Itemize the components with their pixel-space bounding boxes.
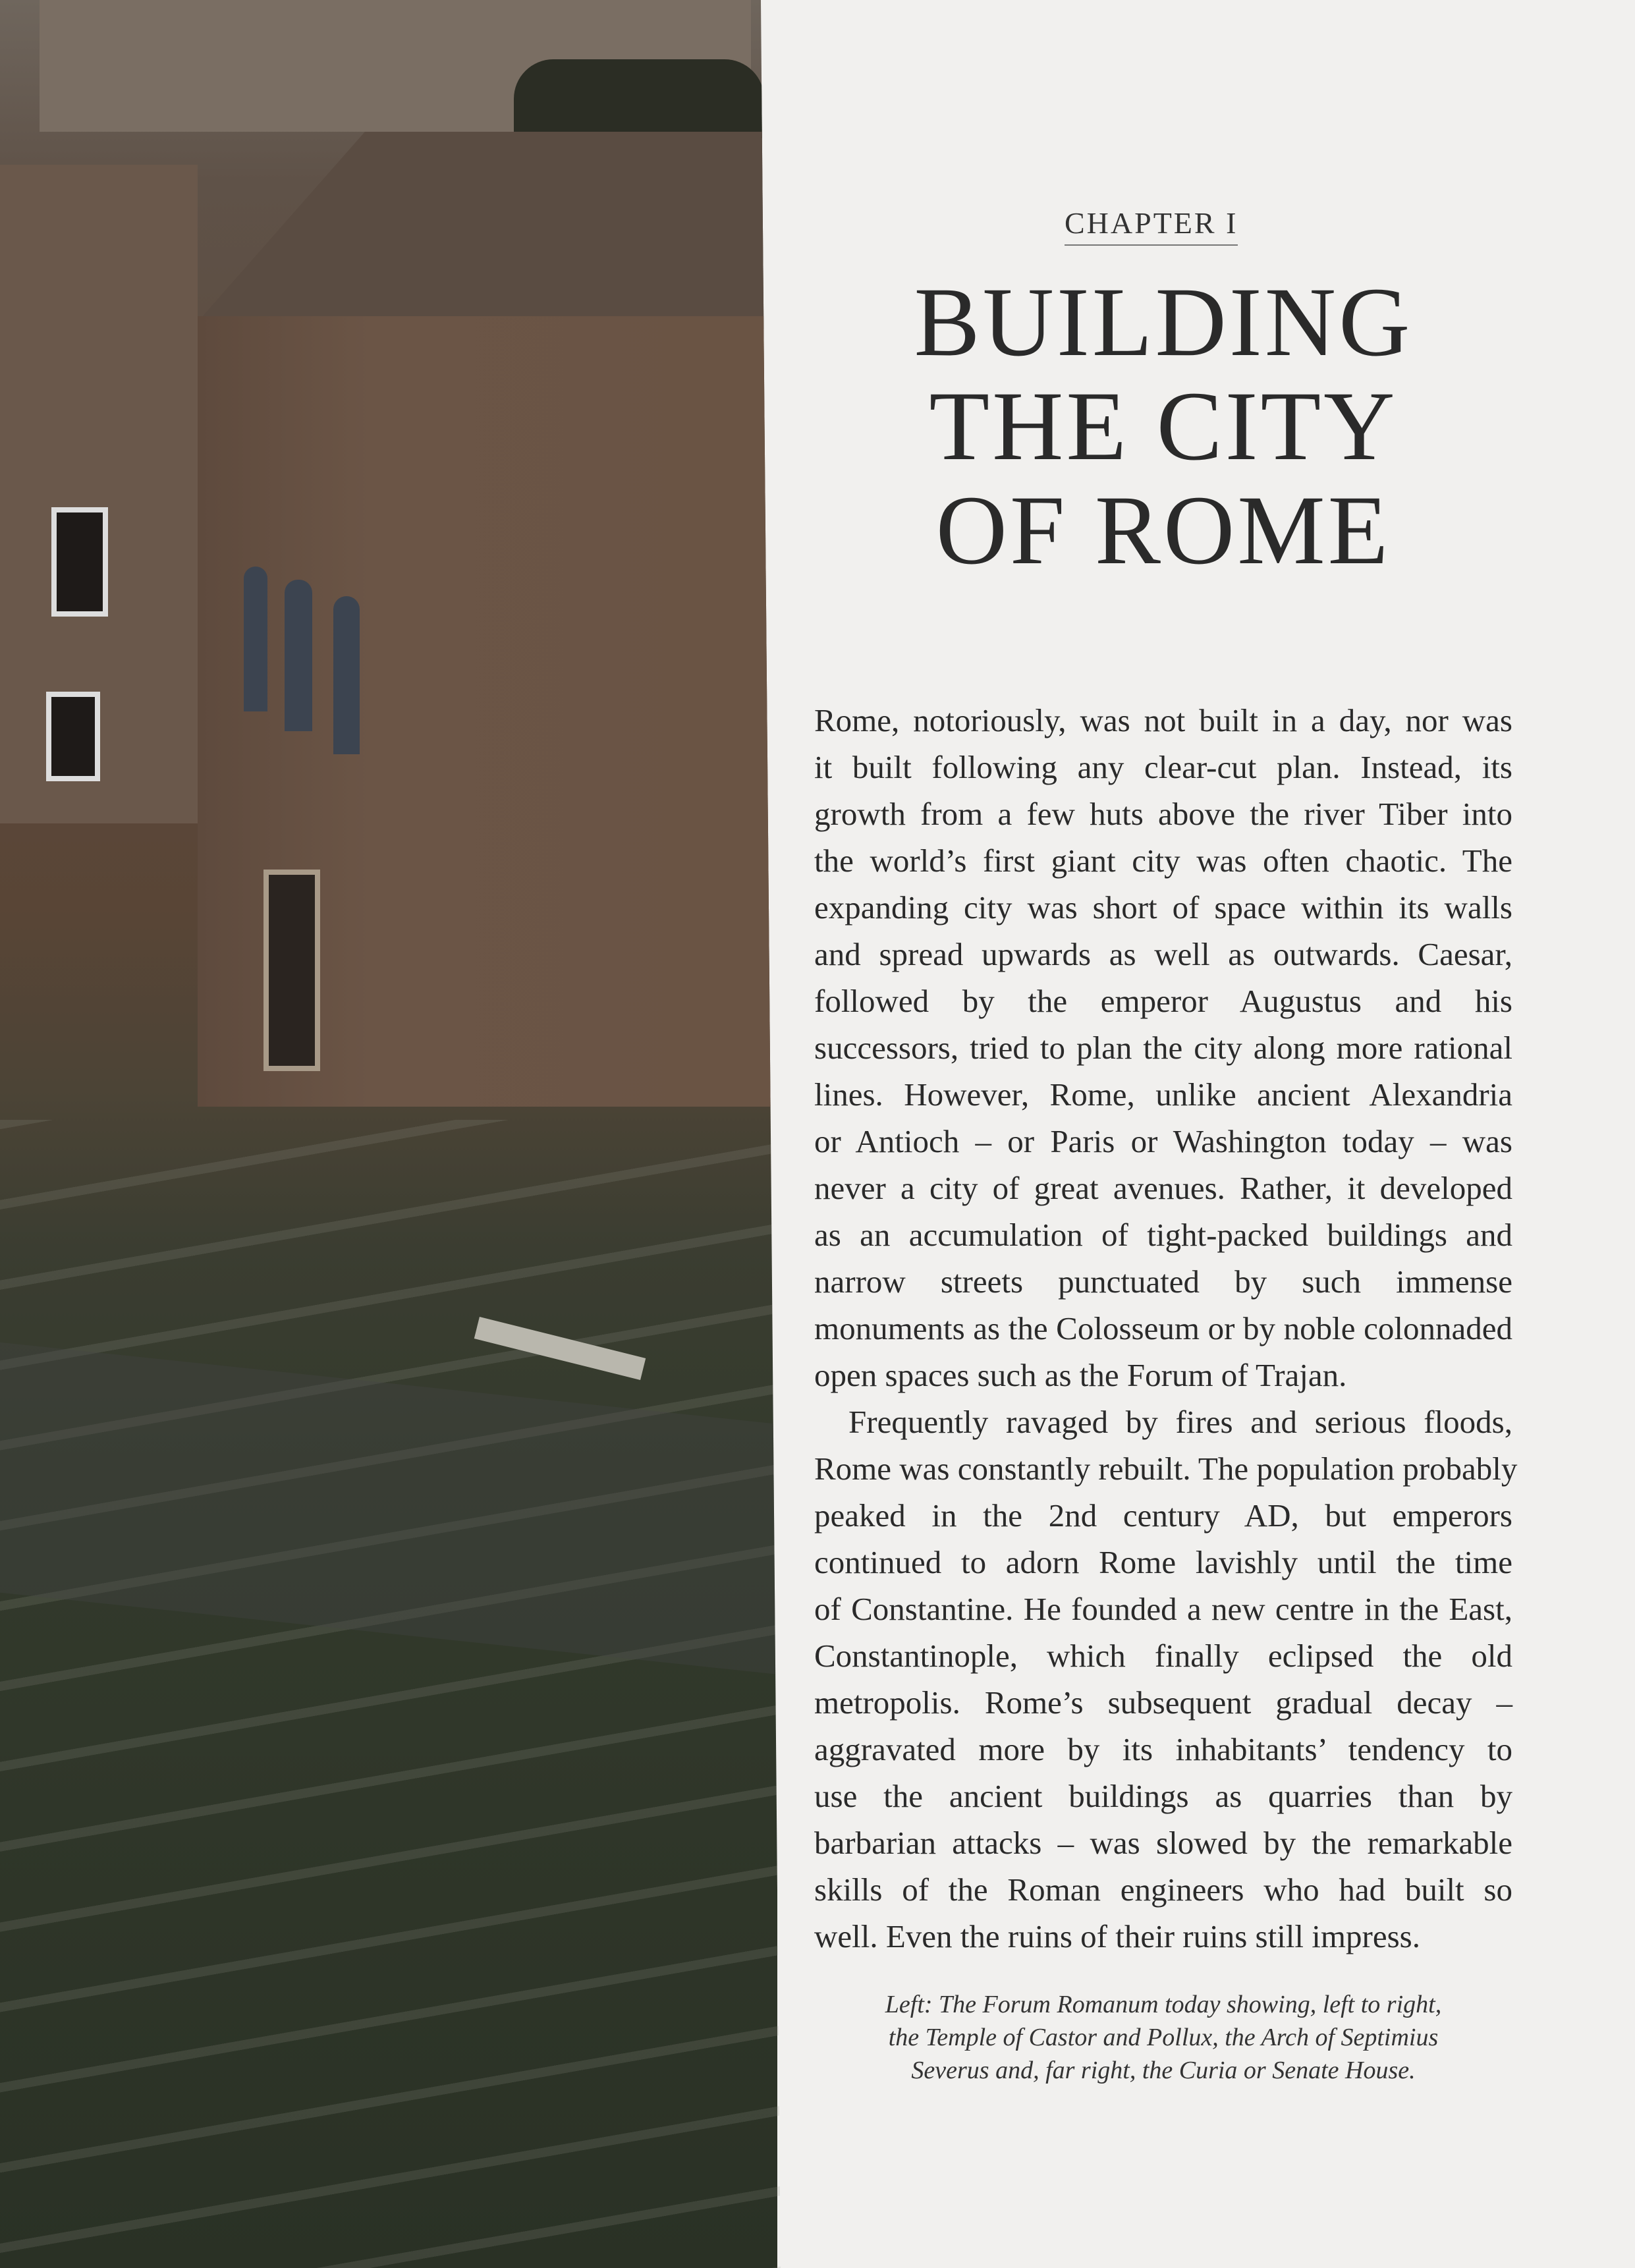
chapter-title <box>814 267 1512 585</box>
text-line: followed by the emperor Augustus and his <box>814 983 1512 1019</box>
text-line: skills of the Roman engineers who had built so <box>814 1871 1512 1908</box>
text-line: peaked in the 2nd century AD, but emperors <box>814 1497 1512 1534</box>
text-line: aggravated more by its inhabitants’ tendency to <box>814 1731 1512 1767</box>
text-line: of Constantine. He founded a new centre in the East, <box>814 1591 1512 1627</box>
caption-line: Severus and, far right, the Curia or Senate House. <box>911 2057 1416 2084</box>
text-line: narrow streets punctuated by such immense <box>814 1263 1512 1300</box>
arched-window <box>333 596 360 754</box>
door <box>46 692 100 781</box>
text-line: well. Even the ruins of their ruins still impress. <box>814 1918 1420 1954</box>
text-line: expanding city was short of space within its walls <box>814 889 1512 926</box>
title-line: BUILDING <box>914 267 1413 377</box>
text-line: and spread upwards as well as outwards. Caesar, <box>814 936 1512 972</box>
title-line: OF ROME <box>935 476 1391 585</box>
curia-roof <box>191 132 771 329</box>
text-line: it built following any clear-cut plan. Instead, its <box>814 749 1512 785</box>
paragraph <box>814 697 1512 1398</box>
window <box>51 507 108 617</box>
text-line: or Antioch – or Paris or Washington today – was <box>814 1123 1512 1159</box>
forum-romanum-photo <box>0 0 777 2268</box>
arched-window <box>285 580 312 731</box>
text-line: Rome, notoriously, was not built in a day, nor was <box>814 702 1512 738</box>
text-line: metropolis. Rome’s subsequent gradual decay – <box>814 1684 1512 1721</box>
text-line: use the ancient buildings as quarries than by <box>814 1778 1512 1814</box>
text-line: Rome was constantly rebuilt. The population probably <box>814 1451 1518 1487</box>
text-line: continued to adorn Rome lavishly until the time <box>814 1544 1512 1580</box>
text-line: as an accumulation of tight-packed buildings and <box>814 1217 1512 1253</box>
paragraph <box>814 1398 1518 1960</box>
caption-line: Left: The Forum Romanum today showing, left to right, <box>885 1991 1442 2018</box>
text-line: monuments as the Colosseum or by noble colonnaded <box>814 1310 1512 1346</box>
text-line: never a city of great avenues. Rather, it developed <box>814 1170 1512 1206</box>
tree-canopy <box>514 59 764 138</box>
text-line: open spaces such as the Forum of Trajan. <box>814 1357 1347 1393</box>
caption-line: the Temple of Castor and Pollux, the Arch of Septimius <box>888 2024 1439 2051</box>
text-line: growth from a few huts above the river Tiber into <box>814 796 1512 832</box>
text-line: successors, tried to plan the city along more rational <box>814 1030 1512 1066</box>
body-text <box>814 697 1518 1960</box>
chapter-label: CHAPTER I <box>1065 206 1238 246</box>
photo-caption <box>814 1988 1512 2087</box>
text-line: barbarian attacks – was slowed by the remarkable <box>814 1825 1512 1861</box>
curia-door <box>263 870 320 1071</box>
text-line: lines. However, Rome, unlike ancient Alexandria <box>814 1076 1512 1113</box>
text-line: the world’s first giant city was often chaotic. The <box>814 843 1512 879</box>
arched-window <box>244 567 267 711</box>
text-line: Frequently ravaged by fires and serious floods, <box>848 1404 1512 1440</box>
title-line: THE CITY <box>929 372 1398 481</box>
text-line: Constantinople, which finally eclipsed the old <box>814 1638 1512 1674</box>
forum-ruins <box>0 1120 781 2268</box>
